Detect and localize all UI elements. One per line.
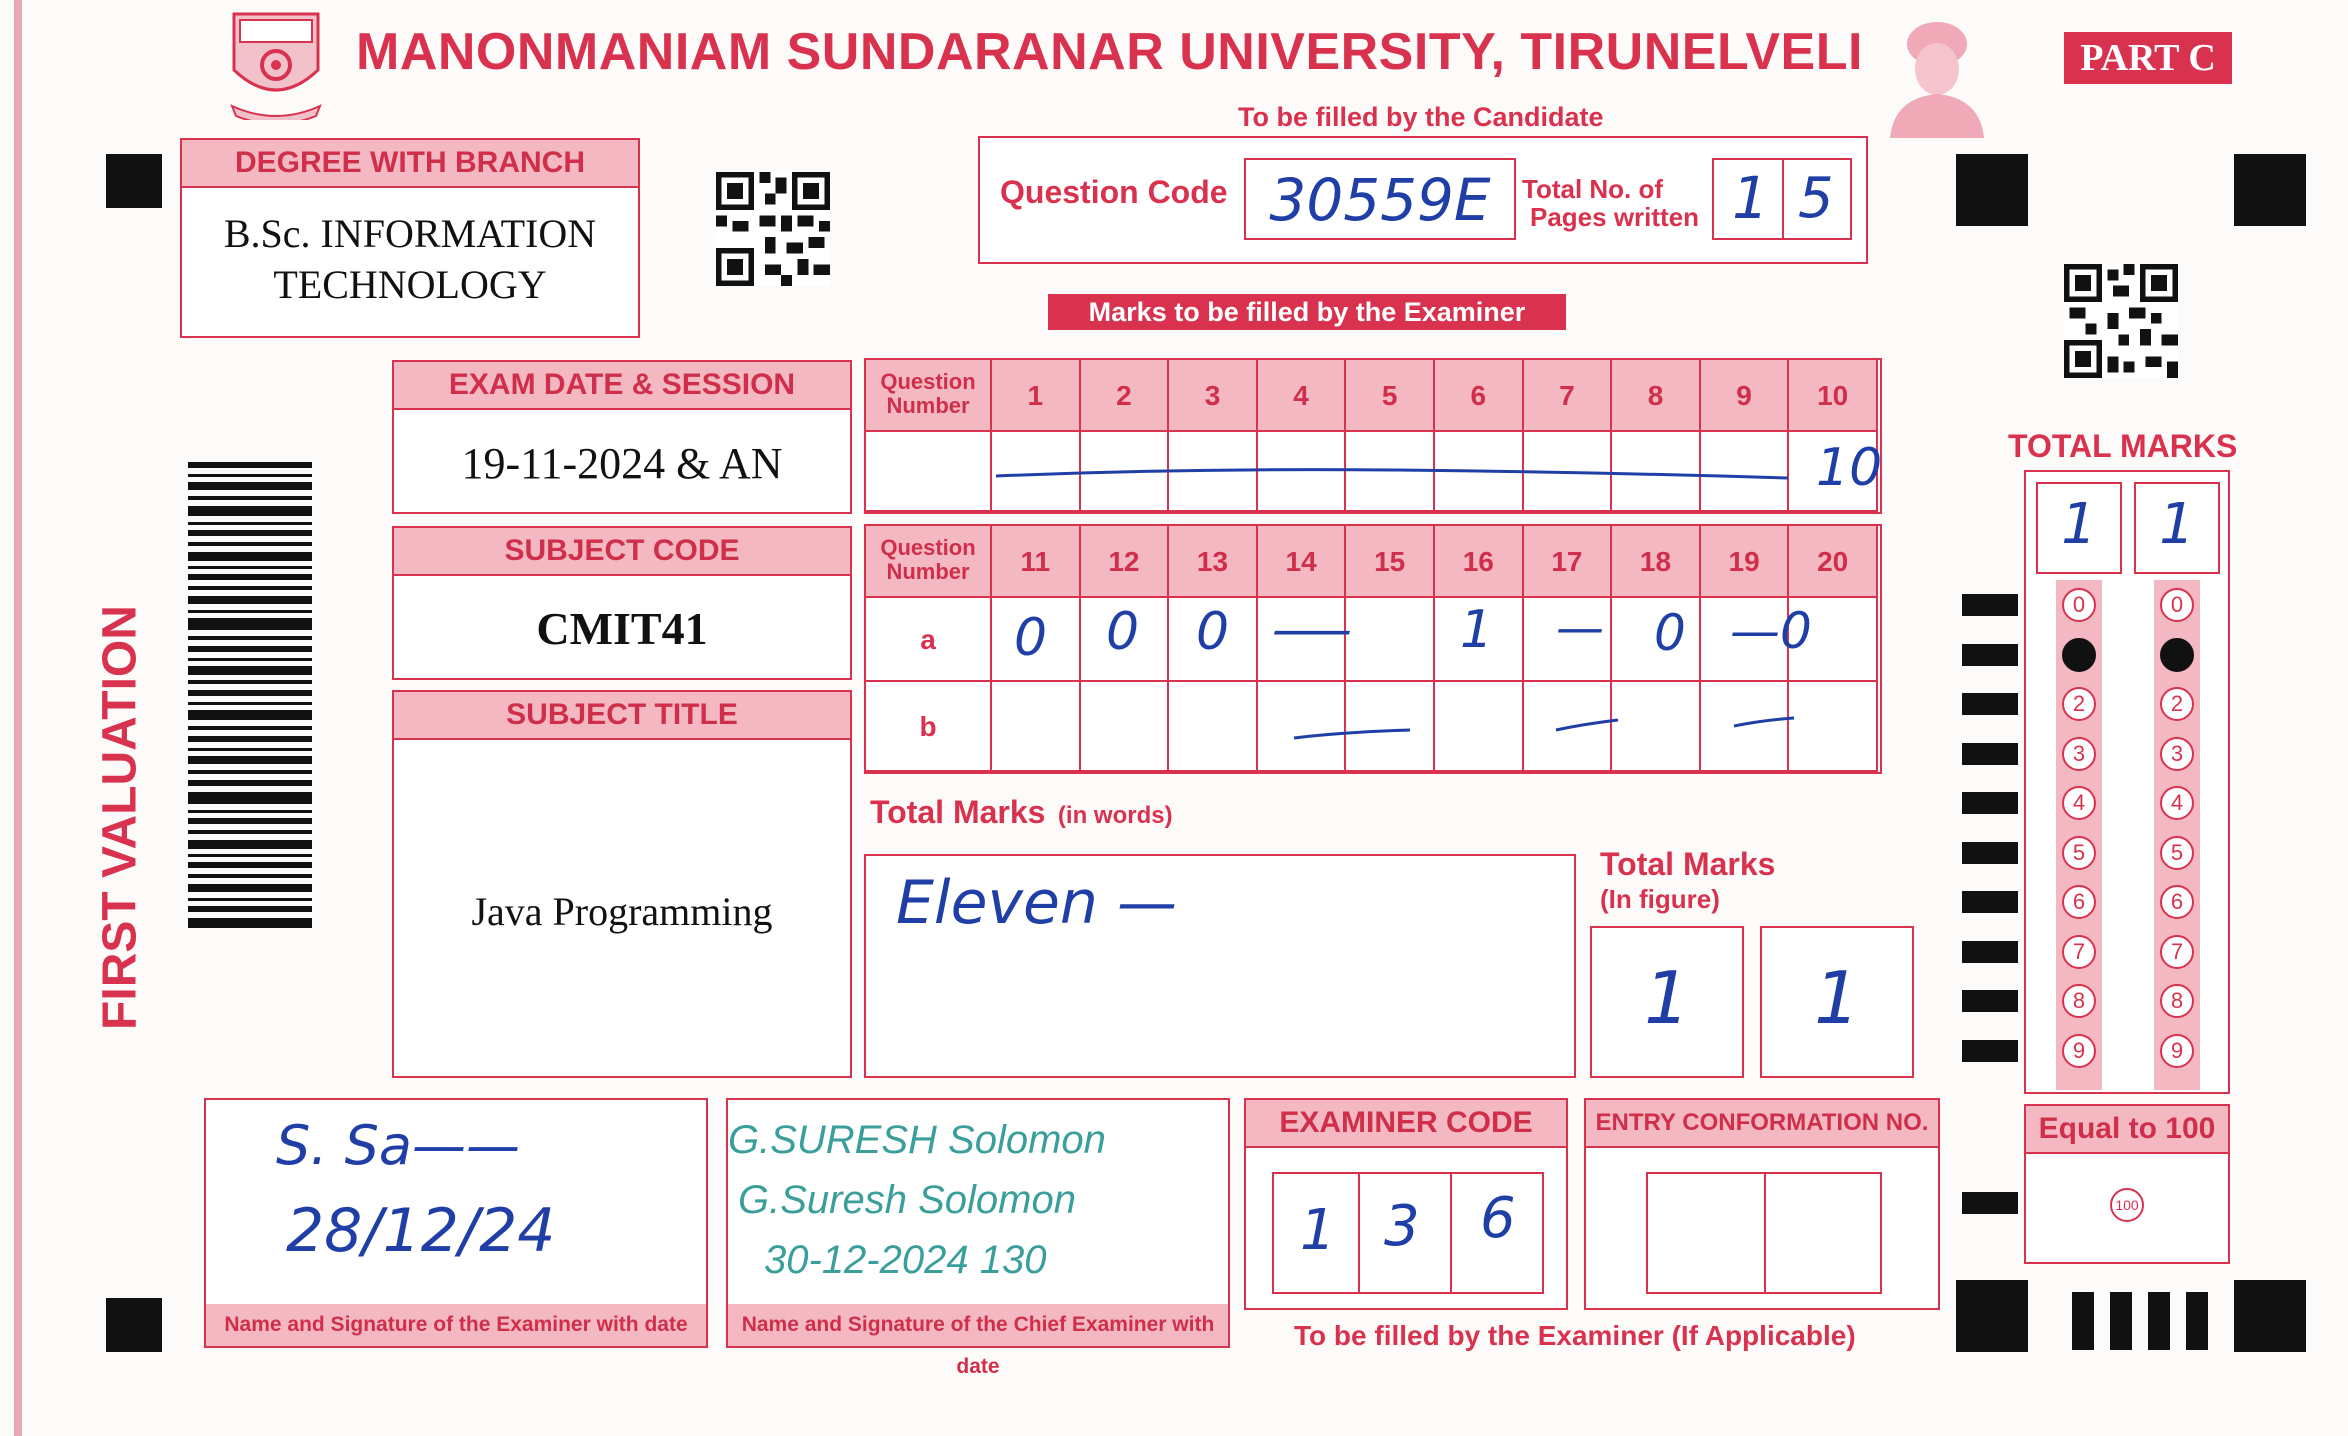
pages-digit-1: 1: [1732, 164, 1769, 232]
timing-mark: [1962, 842, 2018, 864]
total-figure-label: Total Marks: [1600, 846, 1776, 882]
question-number-header: Question Number: [866, 526, 992, 598]
bubble-1-6: 6: [2062, 885, 2096, 919]
total-words-value: Eleven —: [896, 868, 1178, 938]
registration-bar: [2148, 1292, 2170, 1350]
bubble-100: 100: [2110, 1188, 2144, 1222]
row-a-label: a: [866, 598, 992, 682]
question-number-19: 19: [1701, 526, 1790, 598]
question-number-16: 16: [1435, 526, 1524, 598]
marks-grid-2: [864, 524, 1882, 774]
total-digit-box-1: 1: [2036, 482, 2122, 574]
examiner-signature-box: [204, 1098, 708, 1348]
exam-date-box: [392, 360, 852, 514]
subject-code-label: SUBJECT CODE: [394, 528, 850, 576]
question-number-12: 12: [1081, 526, 1170, 598]
question-number-4: 4: [1258, 360, 1347, 432]
bubble-1-9: 9: [2062, 1034, 2096, 1068]
total-digit-box-2: 1: [2134, 482, 2220, 574]
registration-mark: [2234, 154, 2306, 226]
qr-code: [716, 172, 830, 286]
dash-stroke: [992, 460, 1792, 500]
registration-bar: [2072, 1292, 2094, 1350]
mark-cell: [992, 682, 1081, 772]
total-figure-digit-box-1: 1: [1590, 926, 1744, 1078]
subject-title-label: SUBJECT TITLE: [394, 692, 850, 740]
subject-title-value: Java Programming: [471, 889, 773, 934]
total-marks-label: TOTAL MARKS: [2008, 428, 2238, 464]
degree-value-line2: TECHNOLOGY: [273, 262, 547, 307]
degree-value-line1: B.Sc. INFORMATION: [223, 211, 597, 256]
marks-grid-1: [864, 358, 1882, 514]
question-code-label: Question Code: [1000, 174, 1228, 210]
timing-mark: [1962, 1192, 2018, 1214]
question-number-3: 3: [1169, 360, 1258, 432]
chief-signature-label: Name and Signature of the Chief Examiner with date: [728, 1304, 1228, 1346]
question-number-7: 7: [1524, 360, 1613, 432]
bubble-1-3: 3: [2062, 737, 2096, 771]
question-code-field: [1244, 158, 1516, 240]
mark-a-12: 0: [1106, 602, 1140, 662]
grid1-blank-cell: [866, 432, 992, 512]
question-number-6: 6: [1435, 360, 1524, 432]
question-code-box: [978, 136, 1868, 264]
mark-cell: [1346, 598, 1435, 682]
bubble-2-5: 5: [2160, 836, 2194, 870]
timing-mark: [1962, 594, 2018, 616]
timing-mark: [1962, 891, 2018, 913]
examiner-code-label: EXAMINER CODE: [1246, 1100, 1566, 1148]
examiner-note: To be filled by the Examiner (If Applicable): [1294, 1320, 1856, 1351]
degree-label: DEGREE WITH BRANCH: [182, 140, 638, 188]
bubble-2-4: 4: [2160, 786, 2194, 820]
exam-date-value: 19-11-2024 & AN: [461, 439, 783, 488]
portrait-image: [1882, 14, 1992, 138]
mark-cell: [1169, 682, 1258, 772]
question-number-15: 15: [1346, 526, 1435, 598]
total-words-field: [864, 854, 1576, 1078]
bubble-2-6: 6: [2160, 885, 2194, 919]
question-number-8: 8: [1612, 360, 1701, 432]
examiner-banner: Marks to be filled by the Examiner: [1048, 294, 1566, 330]
mark-a-17: —: [1556, 600, 1604, 656]
timing-mark: [1962, 941, 2018, 963]
bubble-2-0: 0: [2160, 588, 2194, 622]
mark-a-13: 0: [1196, 602, 1230, 662]
question-number-10: 10: [1789, 360, 1878, 432]
examiner-code-box: [1244, 1098, 1568, 1310]
bubble-2-8: 8: [2160, 984, 2194, 1018]
registration-mark: [1956, 1280, 2028, 1352]
question-number-5: 5: [1346, 360, 1435, 432]
timing-mark: [1962, 693, 2018, 715]
examiner-signature-label: Name and Signature of the Examiner with date: [206, 1304, 706, 1346]
equal-100-box: [2024, 1104, 2230, 1264]
first-valuation-label: FIRST VALUATION: [93, 605, 147, 1030]
subject-title-box: [392, 690, 852, 1078]
question-number-18: 18: [1612, 526, 1701, 598]
entry-conf-label: ENTRY CONFORMATION NO.: [1586, 1100, 1938, 1148]
question-number-14: 14: [1258, 526, 1347, 598]
pages-field: [1712, 158, 1852, 240]
exam-date-label: EXAM DATE & SESSION: [394, 362, 850, 410]
candidate-note: To be filled by the Candidate: [1238, 102, 1604, 132]
mark-a-18: 0: [1654, 604, 1686, 662]
bubble-2-3: 3: [2160, 737, 2194, 771]
qr-code: [2064, 264, 2178, 378]
university-logo: [228, 10, 324, 120]
left-margin-rule: [14, 0, 22, 1436]
registration-mark: [2234, 1280, 2306, 1352]
bubble-1-0: 0: [2062, 588, 2096, 622]
pages-label-line1: Total No. of: [1522, 174, 1664, 204]
bubble-1-8: 8: [2062, 984, 2096, 1018]
registration-bar: [2186, 1292, 2208, 1350]
entry-conf-field: [1646, 1172, 1882, 1294]
subject-code-value: CMIT41: [536, 603, 708, 654]
bubble-2-9: 9: [2160, 1034, 2194, 1068]
total-words-label: Total Marks (in words): [870, 794, 1173, 830]
question-number-20: 20: [1789, 526, 1878, 598]
bubble-1-1: [2062, 638, 2096, 672]
question-number-9: 9: [1701, 360, 1790, 432]
pages-label-line2: Pages written: [1530, 202, 1700, 232]
timing-mark: [1962, 792, 2018, 814]
examiner-code-digit-3: 6: [1480, 1186, 1516, 1251]
chief-signature-box: [726, 1098, 1230, 1378]
subject-code-box: [392, 526, 852, 680]
examiner-date: 28/12/24: [286, 1196, 556, 1266]
total-figure-sub: (In figure): [1600, 884, 1720, 914]
question-code-value: 30559E: [1269, 166, 1491, 234]
question-number-17: 17: [1524, 526, 1613, 598]
part-badge: PART C: [2064, 32, 2232, 84]
mark-q10: 10: [1816, 438, 1883, 498]
mark-a-19-20: —0: [1730, 602, 1812, 660]
mark-a-11: 0: [1014, 608, 1048, 668]
row-b-label: b: [866, 682, 992, 772]
question-number-2: 2: [1081, 360, 1170, 432]
examiner-code-digit-1: 1: [1300, 1198, 1336, 1263]
bubble-2-7: 7: [2160, 935, 2194, 969]
pages-digit-2: 5: [1798, 166, 1834, 231]
bubble-1-2: 2: [2062, 687, 2096, 721]
bubble-2-1: [2160, 638, 2194, 672]
timing-mark: [1962, 644, 2018, 666]
entry-conf-box: [1584, 1098, 1940, 1310]
question-number-13: 13: [1169, 526, 1258, 598]
chief-date: 30-12-2024 130: [764, 1238, 1047, 1282]
degree-box: [180, 138, 640, 338]
mark-cell: [1081, 682, 1170, 772]
registration-mark: [106, 154, 162, 208]
timing-mark: [1962, 743, 2018, 765]
registration-mark: [106, 1298, 162, 1352]
mark-a-16: 1: [1460, 600, 1494, 660]
bubble-1-4: 4: [2062, 786, 2096, 820]
timing-mark: [1962, 990, 2018, 1012]
barcode: [188, 462, 312, 932]
question-number-11: 11: [992, 526, 1081, 598]
equal-100-label: Equal to 100: [2026, 1106, 2228, 1154]
examiner-code-digit-2: 3: [1384, 1194, 1420, 1259]
chief-name-line1: G.SURESH Solomon: [728, 1118, 1106, 1162]
chief-name-line2: G.Suresh Solomon: [738, 1178, 1076, 1222]
registration-mark: [1956, 154, 2028, 226]
total-marks-panel: [2024, 470, 2230, 1094]
mark-a-14-15: —: [1270, 600, 1354, 660]
dash-stroke: [1284, 706, 1884, 766]
question-number-header: Question Number: [866, 360, 992, 432]
examiner-name: S. Sa——: [276, 1114, 520, 1177]
bubble-1-5: 5: [2062, 836, 2096, 870]
timing-mark: [1962, 1040, 2018, 1062]
total-figure-digit-box-2: 1: [1760, 926, 1914, 1078]
bubble-1-7: 7: [2062, 935, 2096, 969]
question-number-1: 1: [992, 360, 1081, 432]
registration-bar: [2110, 1292, 2132, 1350]
university-title: MANONMANIAM SUNDARANAR UNIVERSITY, TIRUNELVELI: [356, 23, 1863, 81]
bubble-2-2: 2: [2160, 687, 2194, 721]
examiner-code-field: [1272, 1172, 1544, 1294]
